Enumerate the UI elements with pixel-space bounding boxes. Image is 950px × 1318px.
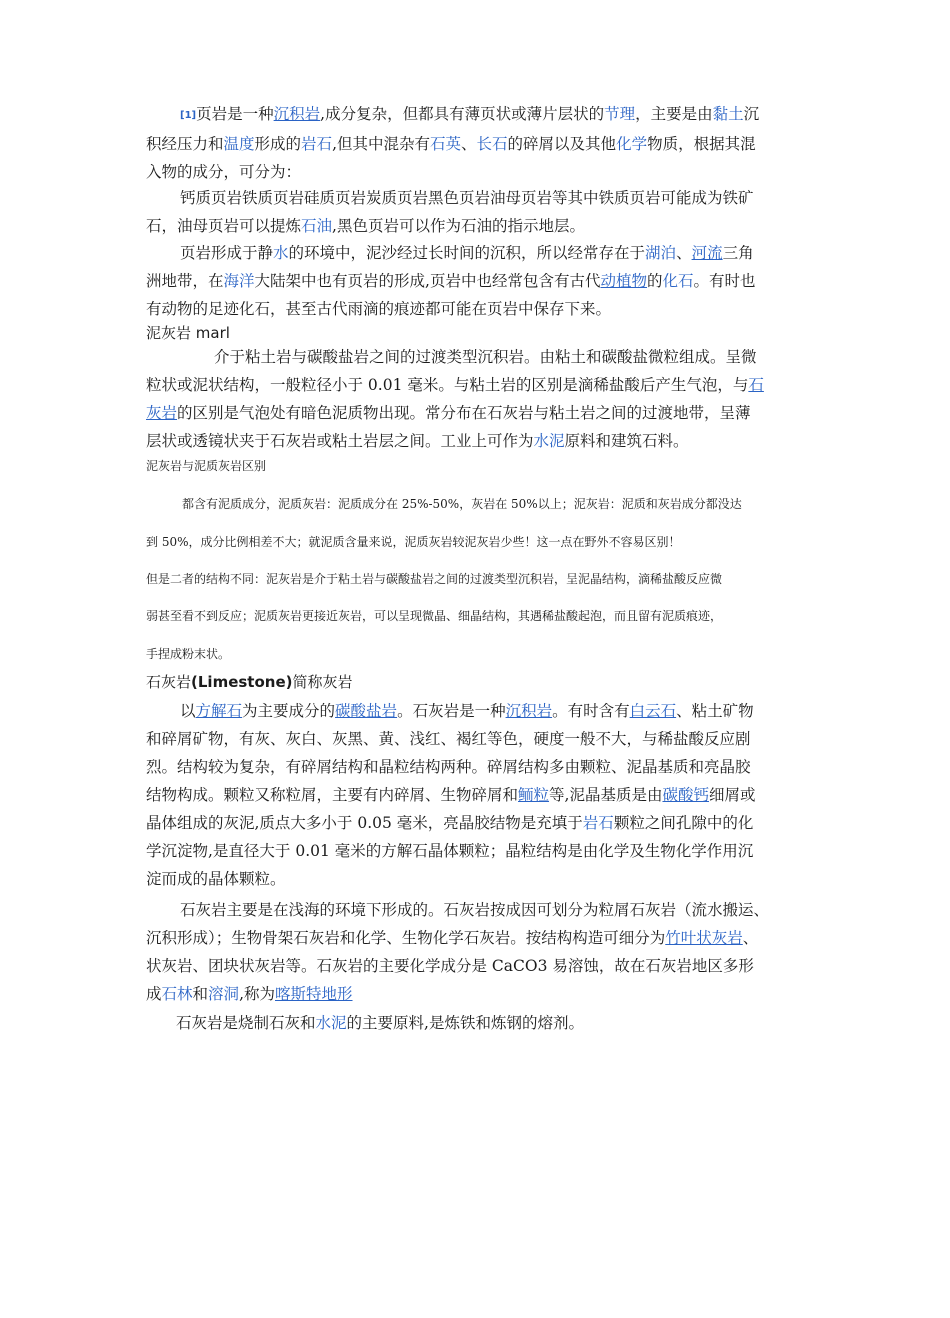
difference-heading: 泥灰岩与泥质灰岩区别 xyxy=(146,459,267,473)
link-fossil[interactable]: 化石 xyxy=(662,272,694,290)
text: 的 xyxy=(646,272,663,290)
link-dolomite[interactable]: 白云石 xyxy=(629,702,677,720)
text: 石灰岩是烧制石灰和 xyxy=(176,1014,316,1032)
text: 烈。结构较为复杂，有碎屑结构和晶粒结构两种。碎屑结构多由颗粒、泥晶基质和亮晶胶 xyxy=(146,758,751,776)
text: 沉 xyxy=(743,105,760,123)
text: 洲地带，在 xyxy=(146,272,224,290)
text: 介于粘土岩与碳酸盐岩之间的过渡类型沉积岩。由粘土和碳酸盐微粒组成。呈微 xyxy=(214,348,757,366)
limestone-heading xyxy=(146,671,806,693)
limestone-paragraph-3 xyxy=(146,1009,806,1037)
text: 石灰岩 xyxy=(146,673,192,691)
text: 层状或透镜状夹于石灰岩或粘土岩层之间。工业上可作为 xyxy=(146,432,534,450)
text: ,称为 xyxy=(239,985,275,1003)
text: 成 xyxy=(146,985,162,1003)
link-oolite[interactable]: 鲕粒 xyxy=(518,786,550,804)
marl-paragraph xyxy=(146,343,806,455)
link-plants-animals[interactable]: 动植物 xyxy=(600,272,647,290)
limestone-paragraph-1 xyxy=(146,697,806,893)
link-temperature[interactable]: 温度 xyxy=(223,135,255,153)
link-clay[interactable]: 黏土 xyxy=(712,105,744,123)
text: 有动物的足迹化石，甚至古代雨滴的痕迹都可能在页岩中保存下来。 xyxy=(146,300,612,318)
text: 淀而成的晶体颗粒。 xyxy=(146,870,286,888)
text: 钙质页岩铁质页岩硅质页岩炭质页岩黑色页岩油母页岩等其中铁质页岩可能成为铁矿 xyxy=(180,189,754,207)
text: 页岩是一种 xyxy=(196,105,274,123)
text: 。有时含有 xyxy=(552,702,630,720)
shale-paragraph-2 xyxy=(146,184,806,240)
text: 晶体组成的灰泥,质点大多小于 0.05 毫米，亮晶胶结物是充填于 xyxy=(146,814,583,832)
link-sedimentary-rock-2[interactable]: 沉积岩 xyxy=(505,702,553,720)
text: 、 xyxy=(742,929,759,947)
link-carbonate-rock[interactable]: 碳酸盐岩 xyxy=(335,702,398,720)
text: 为主要成分的 xyxy=(242,702,336,720)
text: 学沉淀物,是直径大于 0.01 毫米的方解石晶体颗粒；晶粒结构是由化学及生物化学作用沉 xyxy=(146,842,754,860)
link-calcite[interactable]: 方解石 xyxy=(195,702,243,720)
text: 、粘土矿物 xyxy=(676,702,754,720)
text: ,但其中混杂有 xyxy=(332,135,430,153)
text: 三角 xyxy=(722,244,754,262)
text: 原料和建筑石料。 xyxy=(564,432,689,450)
link-joint[interactable]: 节理 xyxy=(604,105,636,123)
text: 的区别是气泡处有暗色泥质物出现。常分布在石灰岩与粘土岩之间的过渡地带，呈薄 xyxy=(177,404,751,422)
link-sedimentary-rock[interactable]: 沉积岩 xyxy=(273,105,321,123)
link-quartz[interactable]: 石英 xyxy=(430,135,462,153)
shale-paragraph-3 xyxy=(146,239,806,323)
text: 简称灰岩 xyxy=(292,673,353,691)
link-edgewise-limestone[interactable]: 竹叶状灰岩 xyxy=(665,929,743,947)
text: 入物的成分，可分为： xyxy=(146,163,302,181)
text: 结物构成。颗粒又称粒屑，主要有内碎屑、生物碎屑和 xyxy=(146,786,519,804)
text: 物质，根据其混 xyxy=(647,135,756,153)
reference-link[interactable]: [1] xyxy=(180,110,197,121)
link-cement[interactable]: 水泥 xyxy=(533,432,565,450)
link-limestone-b[interactable]: 灰岩 xyxy=(146,404,178,422)
difference-line-5: 手捏成粉末状。 xyxy=(146,647,231,661)
text: 和碎屑矿物，有灰、灰白、灰黑、黄、浅红、褐红等色，硬度一般不大，与稀盐酸反应剧 xyxy=(146,730,751,748)
difference-line-3: 但是二者的结构不同：泥灰岩是介于粘土岩与碳酸盐岩之间的过渡类型沉积岩，呈泥晶结构，滴稀盐酸反应微 xyxy=(146,572,723,586)
text: 状灰岩、团块状灰岩等。石灰岩的主要化学成分是 CaCO3 易溶蚀，故在石灰岩地区多形 xyxy=(146,957,754,975)
link-stone-forest[interactable]: 石林 xyxy=(161,985,193,1003)
link-rock-2[interactable]: 岩石 xyxy=(582,814,614,832)
link-water[interactable]: 水 xyxy=(273,244,289,262)
link-lake[interactable]: 湖泊 xyxy=(645,244,677,262)
text: 以 xyxy=(180,702,196,720)
link-cement-2[interactable]: 水泥 xyxy=(315,1014,347,1032)
link-limestone-a[interactable]: 石 xyxy=(748,376,764,394)
text: 石，油母页岩可以提炼 xyxy=(146,217,302,235)
link-ocean[interactable]: 海洋 xyxy=(223,272,255,290)
marl-heading: 泥灰岩 marl xyxy=(146,324,230,342)
text: 粒状或泥状结构，一般粒径小于 0.01 毫米。与粘土岩的区别是滴稀盐酸后产生气泡，与 xyxy=(146,376,749,394)
text: 。有时也 xyxy=(693,272,756,290)
text: ,黑色页岩可以作为石油的指示地层。 xyxy=(332,217,585,235)
text: 沉积形成）；生物骨架石灰岩和化学、生物化学石灰岩。按结构构造可细分为 xyxy=(146,929,666,947)
link-chemistry[interactable]: 化学 xyxy=(616,135,648,153)
text: ，主要是由 xyxy=(635,105,713,123)
limestone-paragraph-2 xyxy=(146,896,806,1008)
text: 页岩形成于静 xyxy=(180,244,274,262)
text: (Limestone) xyxy=(191,673,293,691)
text: 、 xyxy=(676,244,692,262)
text: 等,泥晶基质是由 xyxy=(549,786,663,804)
link-rock[interactable]: 岩石 xyxy=(301,135,333,153)
link-feldspar[interactable]: 长石 xyxy=(476,135,508,153)
text: 形成的 xyxy=(254,135,302,153)
text: 和 xyxy=(192,985,209,1003)
difference-line-4: 弱甚至看不到反应；泥质灰岩更接近灰岩，可以呈现微晶、细晶结构，其遇稀盐酸起泡，而且留有泥质痕迹， xyxy=(146,609,723,623)
text: 石灰岩主要是在浅海的环境下形成的。石灰岩按成因可划分为粒屑石灰岩（流水搬运、 xyxy=(180,901,770,919)
difference-line-2: 到 50%，成分比例相差不大；就泥质含量来说，泥质灰岩较泥灰岩少些！这一点在野外不容易区别！ xyxy=(146,535,681,549)
text: ,成分复杂，但都具有薄页状或薄片层状的 xyxy=(320,105,605,123)
shale-paragraph-1 xyxy=(146,100,806,186)
text: 的主要原料,是炼铁和炼钢的熔剂。 xyxy=(346,1014,584,1032)
text: 颗粒之间孔隙中的化 xyxy=(613,814,754,832)
text: 。石灰岩是一种 xyxy=(397,702,506,720)
text: 的碎屑以及其他 xyxy=(507,135,617,153)
text: 大陆架中也有页岩的形成,页岩中也经常包含有古代 xyxy=(254,272,601,290)
difference-line-1: 都含有泥质成分，泥质灰岩：泥质成分在 25%-50%，灰岩在 50%以上；泥灰岩：泥质和灰岩成分都没达 xyxy=(182,497,742,511)
text: 、 xyxy=(461,135,477,153)
link-karst-landform[interactable]: 喀斯特地形 xyxy=(275,985,353,1003)
link-river[interactable]: 河流 xyxy=(691,244,723,262)
link-petroleum[interactable]: 石油 xyxy=(301,217,333,235)
text: 积经压力和 xyxy=(146,135,224,153)
text: 细屑或 xyxy=(708,786,756,804)
text: 的环境中，泥沙经过长时间的沉积，所以经常存在于 xyxy=(288,244,646,262)
link-karst-cave[interactable]: 溶洞 xyxy=(208,985,240,1003)
link-calcium-carbonate[interactable]: 碳酸钙 xyxy=(662,786,709,804)
